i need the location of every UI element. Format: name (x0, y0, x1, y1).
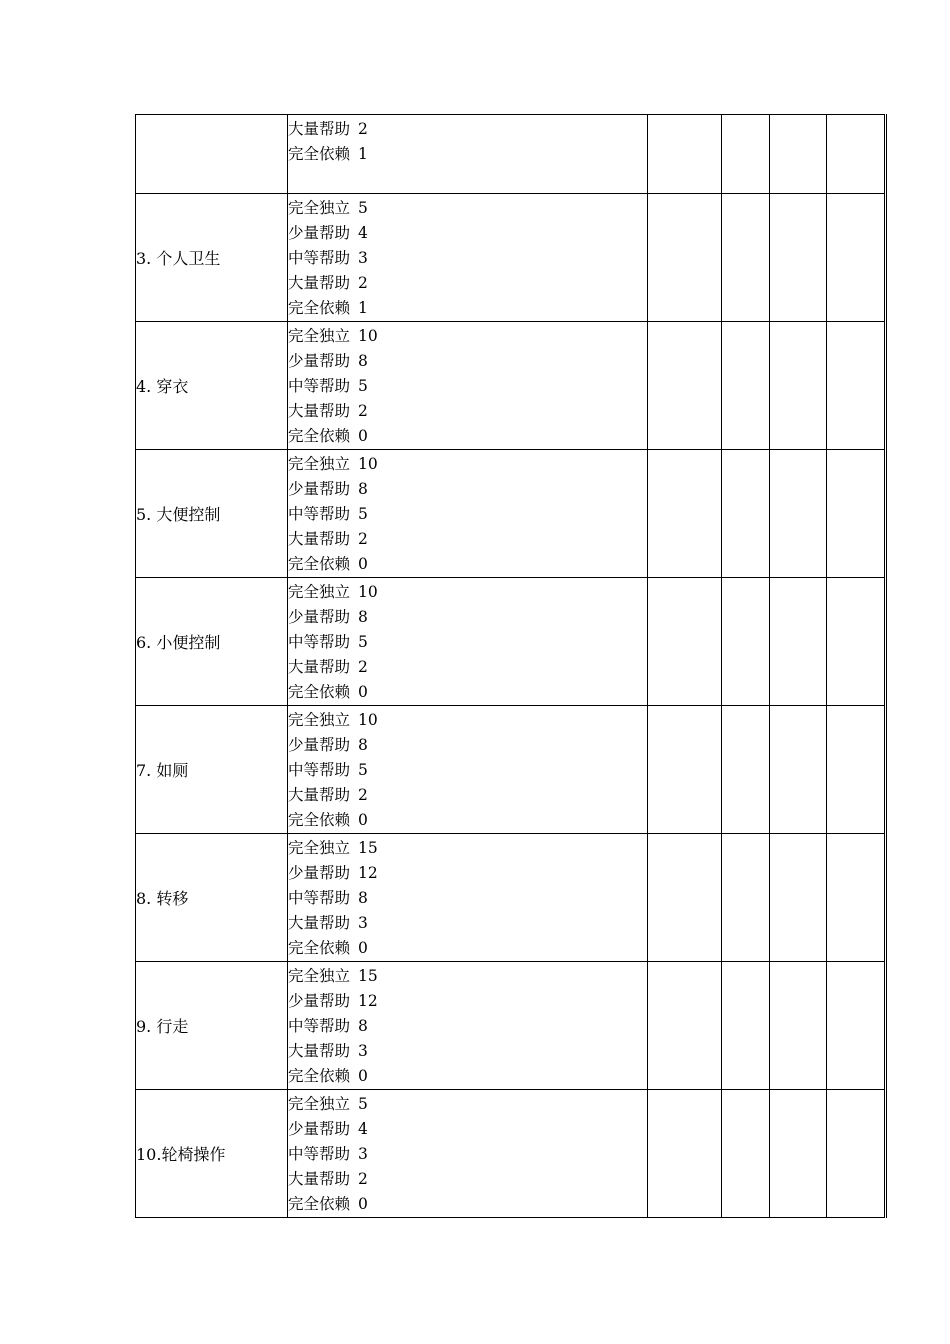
option-score: 0 (358, 1067, 368, 1085)
option-label: 完全独立 (288, 199, 351, 217)
option-line (288, 605, 647, 630)
option-score: 0 (358, 1195, 368, 1213)
score-cell-1[interactable] (648, 706, 722, 834)
score-cell-1[interactable] (648, 1090, 722, 1218)
option-line (288, 324, 647, 349)
option-score: 12 (358, 864, 378, 882)
score-cell-3[interactable] (770, 706, 827, 834)
score-cell-3[interactable] (770, 962, 827, 1090)
table-row (136, 1090, 886, 1218)
assessment-table (135, 114, 887, 1218)
score-cell-3[interactable] (770, 1090, 827, 1218)
option-line (288, 424, 647, 449)
option-label: 大量帮助 (288, 786, 351, 804)
option-score: 3 (358, 1042, 368, 1060)
table-row (136, 322, 886, 450)
option-score: 10 (358, 455, 378, 473)
score-cell-4[interactable] (827, 962, 886, 1090)
score-cell-2[interactable] (722, 578, 770, 706)
table-row-continued (136, 115, 886, 194)
score-cell-4[interactable] (827, 115, 886, 194)
option-line (288, 1167, 647, 1192)
option-line (288, 527, 647, 552)
options-cell (288, 115, 648, 194)
options-cell (288, 706, 648, 834)
option-score: 8 (358, 1017, 368, 1035)
option-score: 8 (358, 352, 368, 370)
option-line (288, 1039, 647, 1064)
score-cell-3[interactable] (770, 578, 827, 706)
option-line (288, 708, 647, 733)
option-score: 2 (358, 1170, 368, 1188)
options-cell (288, 1090, 648, 1218)
score-cell-2[interactable] (722, 834, 770, 962)
option-line (288, 1117, 647, 1142)
option-label: 少量帮助 (288, 1120, 351, 1138)
option-score: 2 (358, 274, 368, 292)
option-label: 少量帮助 (288, 352, 351, 370)
option-label: 中等帮助 (288, 761, 351, 779)
option-score: 10 (358, 711, 378, 729)
option-score: 5 (358, 505, 368, 523)
option-line (288, 758, 647, 783)
option-score: 10 (358, 583, 378, 601)
option-line (288, 477, 647, 502)
option-score: 8 (358, 608, 368, 626)
option-line (288, 502, 647, 527)
score-cell-1[interactable] (648, 115, 722, 194)
option-label: 大量帮助 (288, 530, 351, 548)
score-cell-2[interactable] (722, 706, 770, 834)
item-name: 7. 如厕 (136, 706, 288, 834)
option-score: 5 (358, 1095, 368, 1113)
option-label: 少量帮助 (288, 608, 351, 626)
option-label: 完全独立 (288, 711, 351, 729)
option-score: 2 (358, 786, 368, 804)
score-cell-4[interactable] (827, 194, 886, 322)
options-cell (288, 194, 648, 322)
score-cell-1[interactable] (648, 322, 722, 450)
option-label: 完全依赖 (288, 1195, 351, 1213)
option-score: 15 (358, 967, 378, 985)
score-cell-1[interactable] (648, 194, 722, 322)
option-line (288, 1092, 647, 1117)
score-cell-1[interactable] (648, 450, 722, 578)
option-line (288, 886, 647, 911)
option-label: 少量帮助 (288, 480, 351, 498)
item-name: 3. 个人卫生 (136, 194, 288, 322)
option-label: 少量帮助 (288, 736, 351, 754)
option-label: 完全独立 (288, 839, 351, 857)
score-cell-2[interactable] (722, 1090, 770, 1218)
option-line (288, 936, 647, 961)
option-line (288, 221, 647, 246)
option-line (288, 246, 647, 271)
option-label: 完全独立 (288, 1095, 351, 1113)
option-label: 少量帮助 (288, 224, 351, 242)
item-name: 8. 转移 (136, 834, 288, 962)
option-score: 8 (358, 480, 368, 498)
options-cell (288, 322, 648, 450)
option-line (288, 374, 647, 399)
option-label: 中等帮助 (288, 505, 351, 523)
score-cell-2[interactable] (722, 450, 770, 578)
option-score: 15 (358, 839, 378, 857)
item-name: 10.轮椅操作 (136, 1090, 288, 1218)
score-cell-3[interactable] (770, 834, 827, 962)
option-score: 10 (358, 327, 378, 345)
score-cell-4[interactable] (827, 322, 886, 450)
option-line (288, 271, 647, 296)
option-line (288, 1192, 647, 1217)
option-label: 大量帮助 (288, 274, 351, 292)
option-label: 大量帮助 (288, 914, 351, 932)
table-row (136, 706, 886, 834)
option-line (288, 861, 647, 886)
option-line (288, 142, 647, 167)
option-score: 2 (358, 530, 368, 548)
option-score: 4 (358, 1120, 368, 1138)
option-score: 5 (358, 633, 368, 651)
option-line (288, 452, 647, 477)
option-line (288, 911, 647, 936)
option-score: 1 (358, 145, 368, 163)
option-score: 0 (358, 555, 368, 573)
option-line (288, 196, 647, 221)
option-line (288, 655, 647, 680)
option-label: 完全依赖 (288, 811, 351, 829)
option-label: 大量帮助 (288, 402, 351, 420)
score-cell-4[interactable] (827, 1090, 886, 1218)
option-label: 大量帮助 (288, 658, 351, 676)
item-name: 5. 大便控制 (136, 450, 288, 578)
option-label: 大量帮助 (288, 120, 351, 138)
option-label: 完全依赖 (288, 1067, 351, 1085)
option-score: 1 (358, 299, 368, 317)
option-label: 完全独立 (288, 967, 351, 985)
option-label: 中等帮助 (288, 889, 351, 907)
option-label: 中等帮助 (288, 377, 351, 395)
score-cell-3[interactable] (770, 450, 827, 578)
options-cell (288, 834, 648, 962)
score-cell-2[interactable] (722, 962, 770, 1090)
option-label: 完全依赖 (288, 555, 351, 573)
score-cell-1[interactable] (648, 578, 722, 706)
option-score: 8 (358, 889, 368, 907)
option-label: 中等帮助 (288, 633, 351, 651)
option-label: 中等帮助 (288, 1017, 351, 1035)
option-score: 3 (358, 914, 368, 932)
option-score: 4 (358, 224, 368, 242)
item-name: 6. 小便控制 (136, 578, 288, 706)
option-line (288, 1064, 647, 1089)
score-cell-4[interactable] (827, 834, 886, 962)
option-label: 完全依赖 (288, 683, 351, 701)
assessment-table-body (136, 115, 886, 1218)
option-label: 大量帮助 (288, 1042, 351, 1060)
option-label: 完全独立 (288, 583, 351, 601)
score-cell-3[interactable] (770, 194, 827, 322)
option-line (288, 630, 647, 655)
option-label: 完全依赖 (288, 427, 351, 445)
score-cell-2[interactable] (722, 322, 770, 450)
option-score: 0 (358, 427, 368, 445)
item-cell (136, 115, 288, 194)
option-label: 中等帮助 (288, 1145, 351, 1163)
table-row (136, 450, 886, 578)
option-label: 完全独立 (288, 455, 351, 473)
option-score: 5 (358, 199, 368, 217)
option-score: 12 (358, 992, 378, 1010)
option-score: 5 (358, 761, 368, 779)
table-row (136, 834, 886, 962)
options-cell (288, 962, 648, 1090)
option-score: 0 (358, 811, 368, 829)
table-row (136, 194, 886, 322)
option-line (288, 836, 647, 861)
score-cell-4[interactable] (827, 450, 886, 578)
item-name: 9. 行走 (136, 962, 288, 1090)
option-line (288, 733, 647, 758)
option-score: 5 (358, 377, 368, 395)
score-cell-3[interactable] (770, 322, 827, 450)
item-name: 4. 穿衣 (136, 322, 288, 450)
score-cell-1[interactable] (648, 834, 722, 962)
option-line (288, 964, 647, 989)
option-label: 完全依赖 (288, 939, 351, 957)
option-score: 8 (358, 736, 368, 754)
option-line (288, 296, 647, 321)
table-row (136, 962, 886, 1090)
option-label: 完全独立 (288, 327, 351, 345)
option-score: 2 (358, 402, 368, 420)
option-line (288, 1014, 647, 1039)
option-label: 完全依赖 (288, 145, 351, 163)
score-cell-4[interactable] (827, 578, 886, 706)
score-cell-3[interactable] (770, 115, 827, 194)
option-score: 0 (358, 939, 368, 957)
option-line (288, 808, 647, 833)
option-label: 少量帮助 (288, 864, 351, 882)
table-row (136, 578, 886, 706)
option-score: 2 (358, 658, 368, 676)
score-cell-4[interactable] (827, 706, 886, 834)
option-line (288, 680, 647, 705)
option-score: 3 (358, 1145, 368, 1163)
option-label: 完全依赖 (288, 299, 351, 317)
option-line (288, 783, 647, 808)
option-line (288, 117, 647, 142)
option-line (288, 1142, 647, 1167)
option-line (288, 552, 647, 577)
option-line (288, 399, 647, 424)
option-line (288, 349, 647, 374)
options-cell (288, 578, 648, 706)
option-label: 少量帮助 (288, 992, 351, 1010)
score-cell-2[interactable] (722, 194, 770, 322)
option-score: 2 (358, 120, 368, 138)
score-cell-1[interactable] (648, 962, 722, 1090)
option-score: 0 (358, 683, 368, 701)
option-line (288, 989, 647, 1014)
option-line (288, 580, 647, 605)
options-cell (288, 450, 648, 578)
option-score: 3 (358, 249, 368, 267)
score-cell-2[interactable] (722, 115, 770, 194)
option-label: 中等帮助 (288, 249, 351, 267)
option-label: 大量帮助 (288, 1170, 351, 1188)
